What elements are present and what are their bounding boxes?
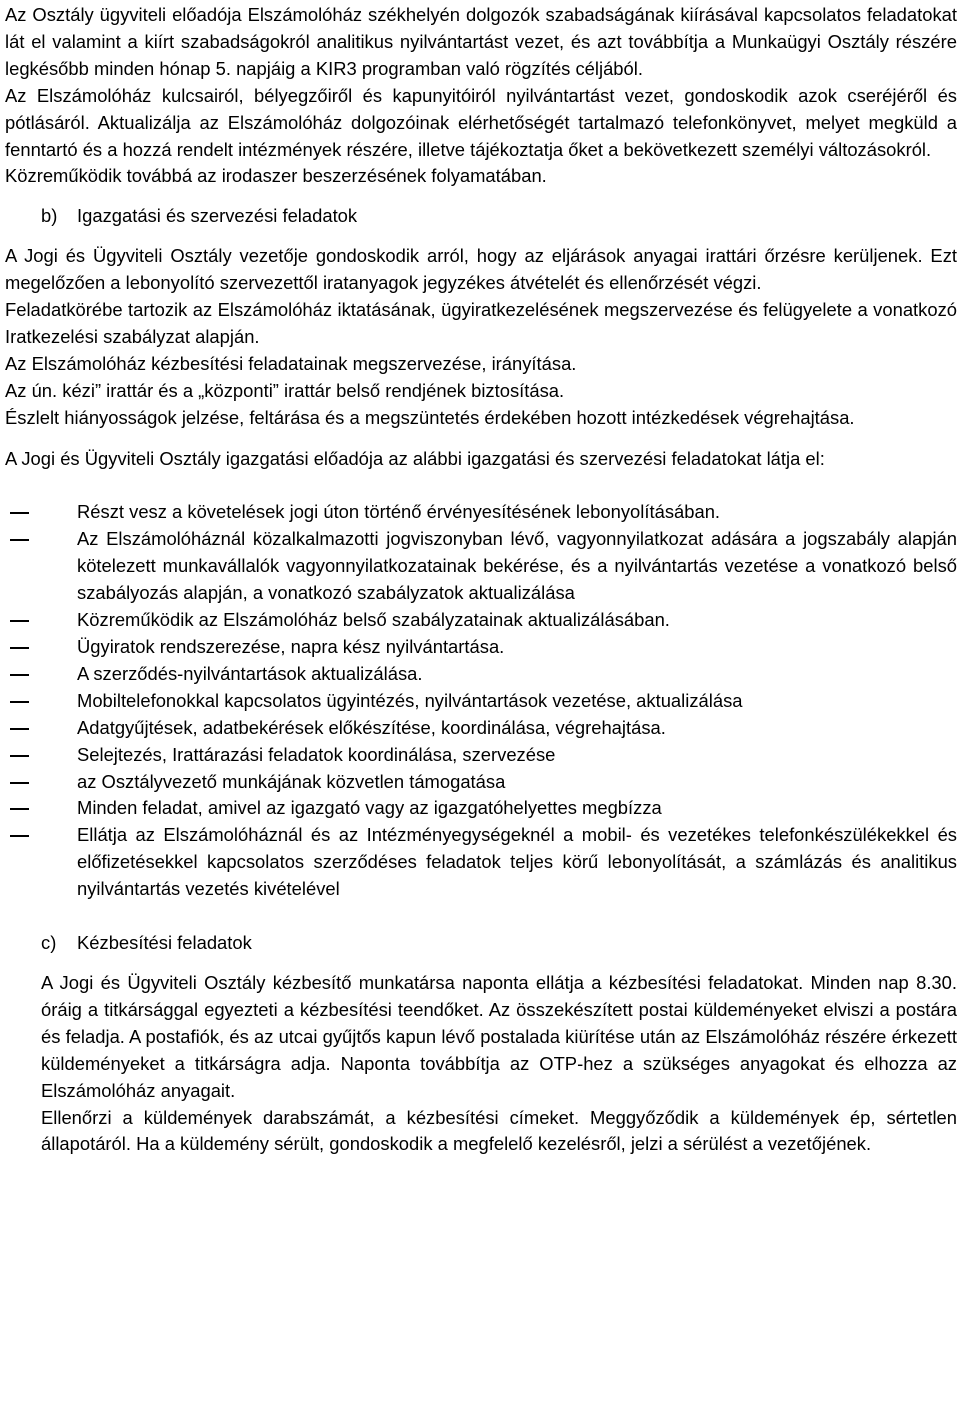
dash-bullet-icon xyxy=(5,526,77,607)
task-list xyxy=(5,499,957,903)
spacer xyxy=(5,486,957,499)
section-b-letter: b) xyxy=(41,205,58,227)
dash-bullet-icon xyxy=(5,742,77,769)
task-list-item: Közreműködik az Elszámolóház belső szabályzatainak aktualizálásában. xyxy=(5,607,957,634)
dash-bullet-icon xyxy=(5,499,77,526)
task-list-item: Részt vesz a követelések jogi úton történő érvényesítésének lebonyolításában. xyxy=(5,499,957,526)
task-list-item: az Osztályvezető munkájának közvetlen támogatása xyxy=(5,769,957,796)
intro-paragraph-1: Az Osztály ügyviteli előadója Elszámolóház székhelyén dolgozók szabadságának kiírásával kapcsolatos feladatokat lát el valamint a kiírt szabadságokról analitikus nyilvántartást vezet, és azt továbbítja a Munkaügyi Osztály részére legkésőbb minden hónap 5. napjáig a KIR3 programban való rögzítés céljából. xyxy=(5,4,957,79)
task-list-item: A szerződés-nyilvántartások aktualizálása. xyxy=(5,661,957,688)
section-b-paragraph-1: A Jogi és Ügyviteli Osztály vezetője gondoskodik arról, hogy az eljárások anyagai irattári őrzésre kerüljenek. Ezt megelőzően a lebonyolító szervezettől iratanyagok jegyzékes átvételét és ellenőrzését végzi. xyxy=(5,245,957,294)
dash-bullet-icon xyxy=(5,822,77,903)
section-c-letter: c) xyxy=(41,932,57,954)
section-b-title: Igazgatási és szervezési feladatok xyxy=(77,205,358,227)
spacer xyxy=(5,190,957,203)
task-list-item: Mobiltelefonokkal kapcsolatos ügyintézés, nyilvántartások vezetése, aktualizálása xyxy=(5,688,957,715)
admin-intro-paragraph: A Jogi és Ügyviteli Osztály igazgatási előadója az alábbi igazgatási és szervezési feladatokat látja el: xyxy=(5,447,825,469)
section-c-paragraph-2: Ellenőrzi a küldemények darabszámát, a kézbesítési címeket. Meggyőződik a küldemények ép, sértetlen állapotáról. Ha a küldemény sérült, gondoskodik a megfelelő kezelésről, jelzi a sérülést a vezetőjének. xyxy=(41,1106,957,1155)
section-b-heading xyxy=(5,203,957,230)
task-list-item: Minden feladat, amivel az igazgató vagy az igazgatóhelyettes megbízza xyxy=(5,795,957,822)
section-c-heading xyxy=(5,930,957,957)
section-c-title: Kézbesítési feladatok xyxy=(77,932,252,954)
section-b-paragraph-5: Észlelt hiányosságok jelzése, feltárása és a megszüntetés érdekében hozott intézkedések végrehajtása. xyxy=(5,406,855,428)
intro-paragraph-2: Az Elszámolóház kulcsairól, bélyegzőiről és kapunyitóiról nyilvántartást vezet, gondoskodik azok cseréjéről és pótlásáról. Aktualizálja az Elszámolóház dolgozóinak elérhetőségét tartalmazó telefonkönyvet, melyet megküld a fenntartó és a hozzá rendelt intézmények részére, illetve tájékoztatja őket a bekövetkezett személyi változásokról. xyxy=(5,84,957,160)
task-list-item: Ügyiratok rendszerezése, napra kész nyilvántartása. xyxy=(5,634,957,661)
dash-bullet-icon xyxy=(5,795,77,822)
task-list-item: Selejtezés, Irattárazási feladatok koordinálása, szervezése xyxy=(5,742,957,769)
section-c-paragraph-1: A Jogi és Ügyviteli Osztály kézbesítő munkatársa naponta ellátja a kézbesítési feladatokat. Minden nap 8.30. óráig a titkársággal egyezteti a kézbesítési teendőket. Az összekészített postai küldeményeket elviszi a postára és feladja. A postafiók, és az utcai gyűjtős kapun lévő postalada kiürítése után az Elszámolóház részére érkezett küldeményeket a titkárságra adja. Naponta továbbítja az OTP-hez a szükséges anyagokat és elhozza az Elszámolóház anyagait. xyxy=(41,971,957,1101)
task-list-item: Adatgyűjtések, adatbekérések előkészítése, koordinálása, végrehajtása. xyxy=(5,715,957,742)
intro-paragraph-3: Közreműködik továbbá az irodaszer beszerzésének folyamatában. xyxy=(5,165,547,187)
dash-bullet-icon xyxy=(5,688,77,715)
spacer xyxy=(5,917,957,930)
spacer xyxy=(5,432,957,446)
dash-bullet-icon xyxy=(5,769,77,796)
spacer xyxy=(5,472,957,486)
dash-bullet-icon xyxy=(5,634,77,661)
dash-bullet-icon xyxy=(5,661,77,688)
spacer xyxy=(5,230,957,243)
dash-bullet-icon xyxy=(5,607,77,634)
section-c-body xyxy=(5,970,957,1158)
section-b-paragraph-2: Feladatkörébe tartozik az Elszámolóház iktatásának, ügyiratkezelésének megszervezése és felügyelete a vonatkozó Iratkezelési szabályzat alapján. xyxy=(5,299,957,347)
spacer xyxy=(5,957,957,970)
spacer xyxy=(5,903,957,917)
task-list-item: Az Elszámolóháznál közalkalmazotti jogviszonyban lévő, vagyonnyilatkozat adására a jogszabály alapján kötelezett munkavállalók vagyonnyilatkozatainak bekérése, és a nyilvántartás vezetése a vonatkozó belső szabályozás alapján, a vonatkozó szabályzatok aktualizálása xyxy=(5,526,957,607)
dash-bullet-icon xyxy=(5,715,77,742)
section-b-paragraph-3: Az Elszámolóház kézbesítési feladatainak megszervezése, irányítása. xyxy=(5,352,577,374)
task-list-item: Ellátja az Elszámolóháznál és az Intézményegységeknél a mobil- és vezetékes telefonkészülékekkel és előfizetésekkel kapcsolatos szerződéses feladatok teljes körű lebonyolítását, a számlázás és analitikus nyilvántartás vezetés kivételével xyxy=(5,822,957,903)
section-b-paragraph-4: Az ún. kézi” irattár és a „központi” irattár belső rendjének biztosítása. xyxy=(5,379,565,401)
